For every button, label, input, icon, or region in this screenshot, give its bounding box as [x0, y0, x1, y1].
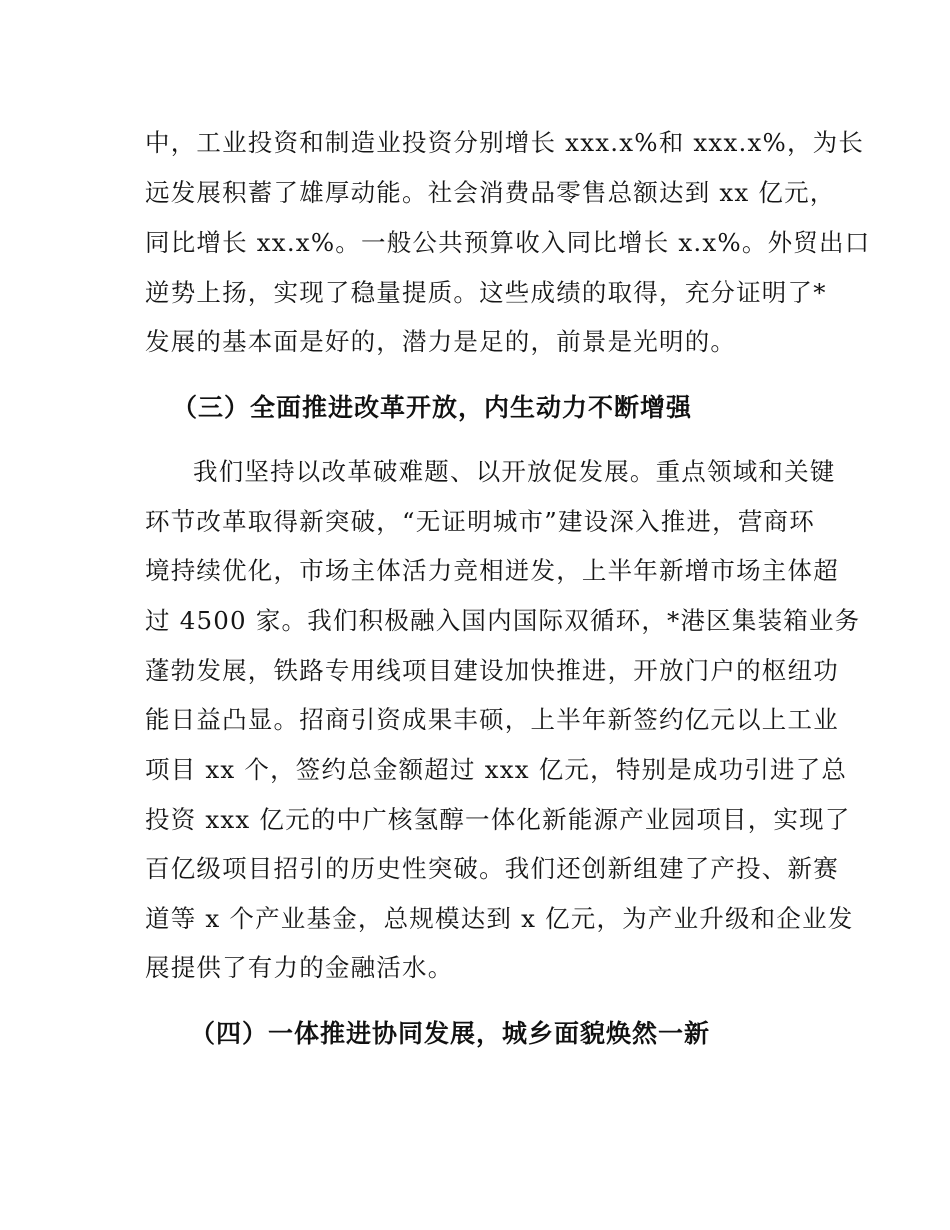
section-heading-4: （四）一体推进协同发展，城乡面貌焕然一新	[190, 1019, 711, 1048]
paragraph-line: 境持续优化，市场主体活力竞相迸发，上半年新增市场主体超	[145, 556, 839, 585]
paragraph-line: 道等 x 个产业基金，总规模达到 x 亿元，为产业升级和企业发	[145, 904, 854, 933]
paragraph-line: 项目 xx 个，签约总金额超过 xxx 亿元，特别是成功引进了总	[145, 755, 848, 784]
paragraph-line: 同比增长 xx.x%。一般公共预算收入同比增长 x.x%。外贸出口	[145, 228, 871, 257]
paragraph-line: 逆势上扬，实现了稳量提质。这些成绩的取得，充分证明了*	[145, 278, 827, 307]
paragraph-line: 远发展积蓄了雄厚动能。社会消费品零售总额达到 xx 亿元，	[145, 178, 836, 207]
paragraph-line: 环节改革取得新突破，“无证明城市”建设深入推进，营商环	[145, 507, 815, 536]
paragraph-line: 百亿级项目招引的历史性突破。我们还创新组建了产投、新赛	[145, 854, 839, 883]
paragraph-line: 展提供了有力的金融活水。	[145, 953, 454, 982]
paragraph-line: 投资 xxx 亿元的中广核氢醇一体化新能源产业园项目，实现了	[145, 805, 851, 834]
paragraph-line: 能日益凸显。招商引资成果丰硕，上半年新签约亿元以上工业	[145, 705, 839, 734]
paragraph-line: 发展的基本面是好的，潜力是足的，前景是光明的。	[145, 327, 737, 356]
paragraph-line: 过 4500 家。我们积极融入国内国际双循环，*港区集装箱业务	[145, 606, 861, 635]
section-heading-3: （三）全面推进改革开放，内生动力不断增强	[172, 393, 693, 422]
paragraph-line: 中，工业投资和制造业投资分别增长 xxx.x%和 xxx.x%，为长	[145, 128, 865, 157]
paragraph-line: 蓬勃发展，铁路专用线项目建设加快推进，开放门户的枢纽功	[145, 656, 839, 685]
paragraph-line: 我们坚持以改革破难题、以开放促发展。重点领域和关键	[193, 457, 836, 486]
